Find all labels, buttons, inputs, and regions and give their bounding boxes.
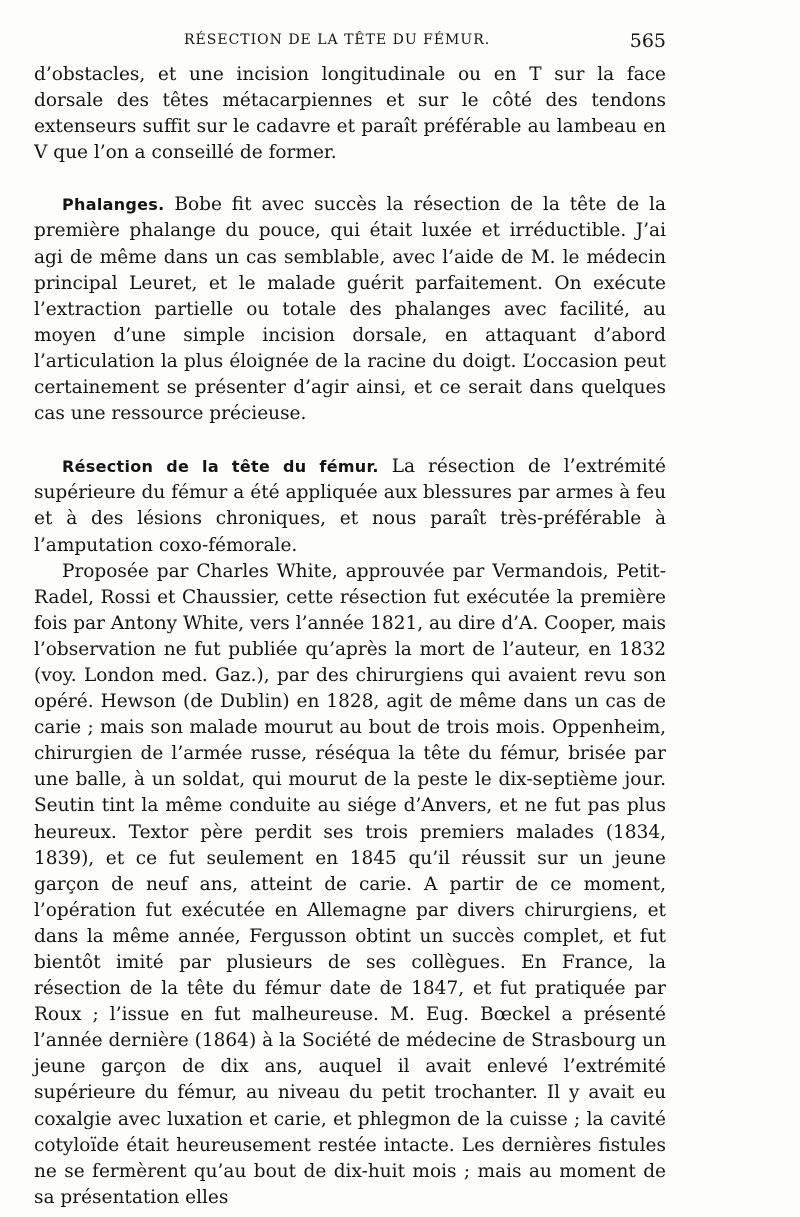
running-head	[34, 30, 666, 58]
text-block	[34, 62, 666, 1211]
section-heading-phalanges: Phalanges.	[62, 195, 165, 215]
paragraph-femur-intro	[34, 454, 666, 558]
paragraph-femur-history: Proposée par Charles White, approuvée par Vermandois, Petit-Radel, Rossi et Chaussier, cette résection fut exécutée la première fois par Antony White, vers l’année 1821, au dire d’A. Cooper, mais l’observation ne fut publiée qu’après la mort de l’auteur, en 1832 (voy. London med. Gaz.), par des chirurgiens qui avaient revu son opéré. Hewson (de Dublin) en 1828, agit de même dans un cas de carie ; mais son malade mourut au bout de trois mois. Oppenheim, chirurgien de l’armée russe, réséqua la tête du fémur, brisée par une balle, à un soldat, qui mourut de la peste le dix-septième jour. Seutin tint la même conduite au siége d’Anvers, et ne fut pas plus heureux. Textor père perdit ses trois premiers malades (1834, 1839), et ce fut seulement en 1845 qu’il réussit sur un jeune garçon de neuf ans, atteint de carie. A partir de ce moment, l’opération fut exécutée en Allemagne par divers chirurgiens, et dans la même année, Fergusson obtint un succès complet, et fut bientôt imité par plusieurs de ses collègues. En France, la résection de la tête du fémur date de 1847, et fut pratiquée par Roux ; l’issue en fut malheureuse. M. Eug. Bœckel a présenté l’année dernière (1864) à la Société de médecine de Strasbourg un jeune garçon de dix ans, auquel il avait enlevé l’extrémité supérieure du fémur, au niveau du petit trochanter. Il y avait eu coxalgie avec luxation et carie, et phlegmon de la cuisse ; la cavité cotyloïde était heureusement restée intacte. Les dernières fistules ne se fermèrent qu’au bout de dix-huit mois ; mais au moment de sa présentation elles	[34, 560, 666, 1208]
paragraph-femur-intro-text: La résection de l’extrémité supérieure du fémur a été appliquée aux blessures par armes à feu et à des lésions chroniques, et nous paraît très-préférable à l’amputation coxo-fémorale.	[34, 456, 666, 556]
page-number: 565	[629, 30, 666, 52]
running-title: RÉSECTION DE LA TÊTE DU FÉMUR.	[184, 32, 491, 48]
paragraph-phalanges-text: Bobe fit avec succès la résection de la tête de la première phalange du pouce, qui était luxée et irréductible. J’ai agi de même dans un cas semblable, avec l’aide de M. le médecin principal Leuret, et le malade guérit parfaitement. On exécute l’extraction partielle ou totale des phalanges avec facilité, au moyen d’une simple incision dorsale, en attaquant d’abord l’articulation la plus éloignée de la racine du doigt. L’occasion peut certainement se présenter d’agir ainsi, et ce serait dans quelques cas une ressource précieuse.	[34, 194, 666, 425]
section-heading-femur: Résection de la tête du fémur.	[62, 457, 379, 477]
paragraph-continuation: d’obstacles, et une incision longitudinale ou en T sur la face dorsale des têtes métacarpiennes et sur le côté des tendons extenseurs suffit sur le cadavre et paraît préférable au lambeau en V que l’on a conseillé de former.	[34, 64, 666, 164]
paragraph-phalanges	[34, 192, 666, 427]
